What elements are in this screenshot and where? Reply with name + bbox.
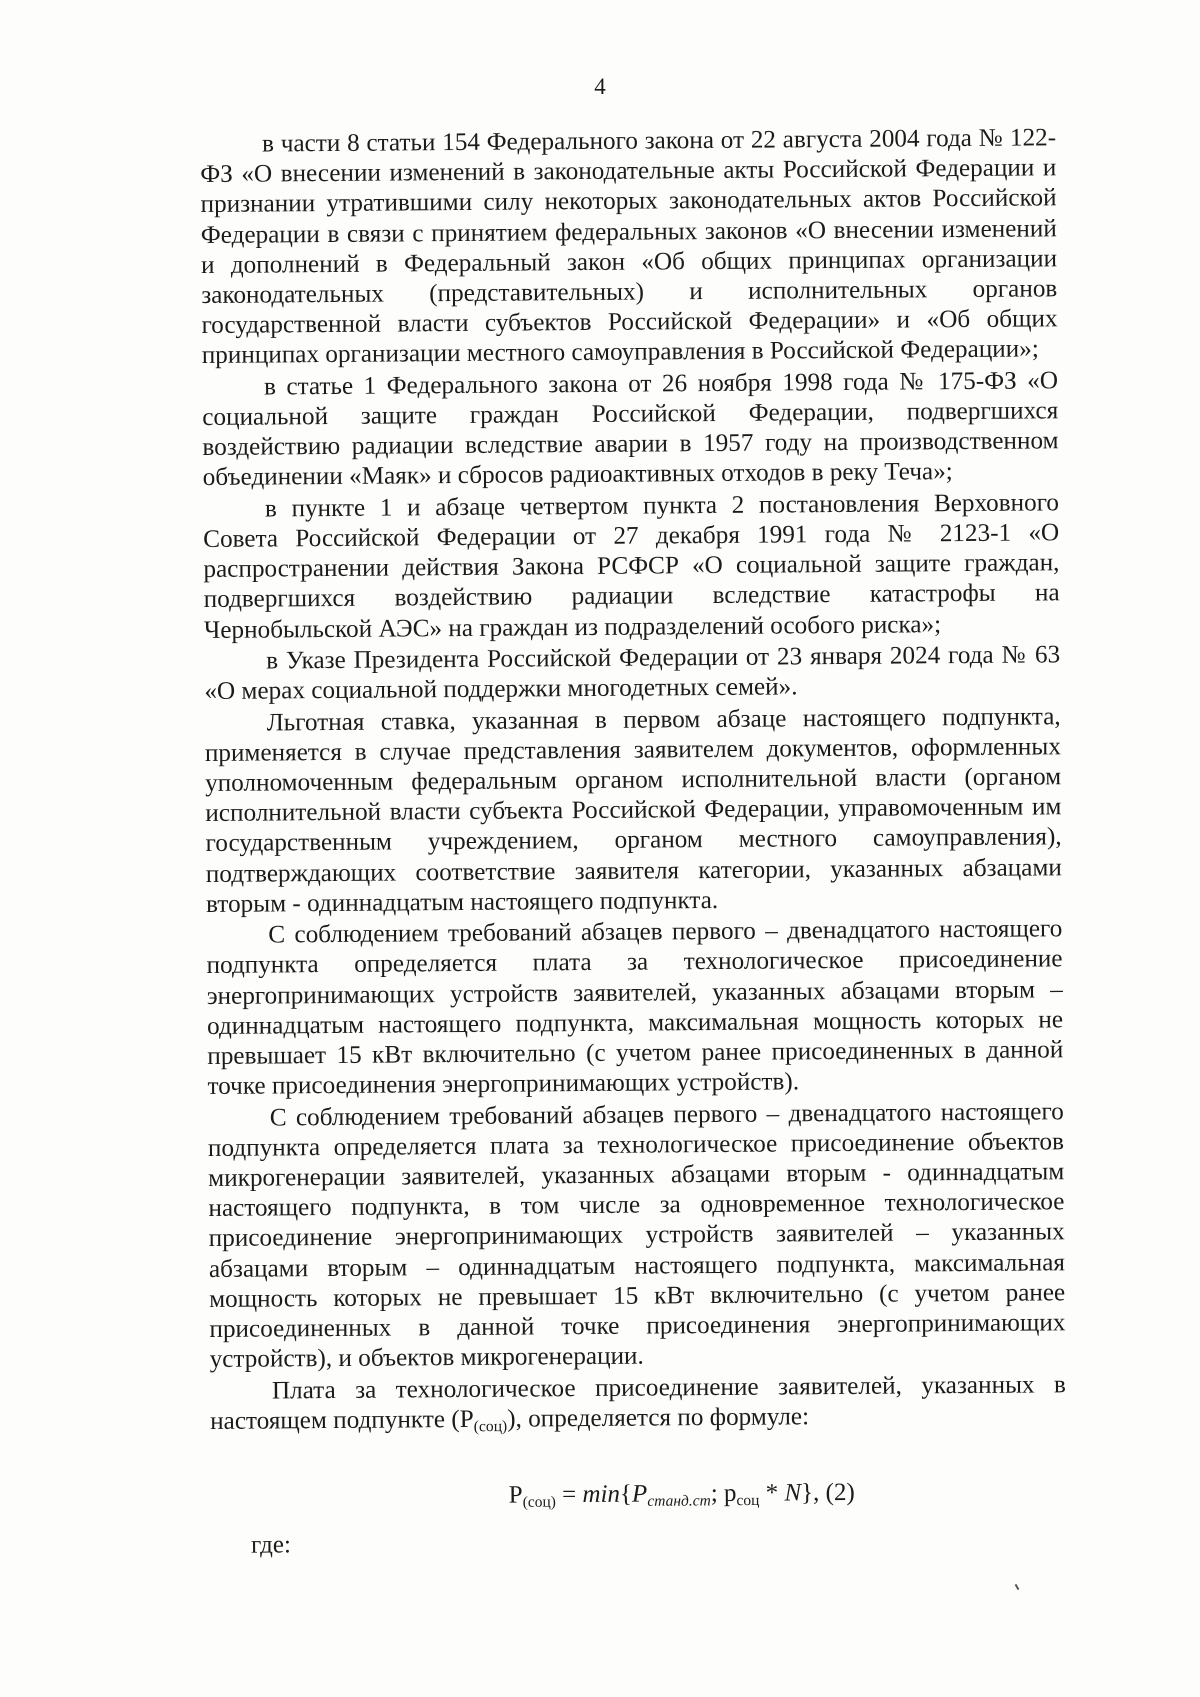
fee-paragraph <box>210 1370 1066 1437</box>
formula-sep: ; <box>710 1479 725 1508</box>
formula-eq: = <box>555 1481 583 1509</box>
scan-speck <box>1015 1584 1020 1590</box>
paragraph: С соблюдением требований абзацев первого – двенадцатого настоящего подпункта определяется плата за технологическое присоединение энергопринимающих устройств заявителей, указанных абзацами вторым – одиннадцатым настоящего подпункта, максимальная мощность которых не превышает 15 кВт включительно (с учетом ранее присоединенных в данной точке присоединения энергопринимающих устройств). <box>206 915 1064 1101</box>
formula-open: { <box>619 1480 633 1508</box>
formula-close: } <box>800 1479 814 1507</box>
formula-number: , (2) <box>812 1478 855 1507</box>
formula-lhs: P <box>508 1481 523 1509</box>
formula-op: * <box>759 1479 785 1507</box>
page-number: 4 <box>594 74 606 99</box>
formula <box>211 1476 1067 1513</box>
paragraph: в Указе Президента Российской Федерации от 23 января 2024 года № 63 «О мерах социальной поддержки многодетных семей». <box>204 641 1061 706</box>
formula-lhs-sub: (соц) <box>522 1493 556 1511</box>
paragraph: в статье 1 Федерального закона от 26 ноября 1998 года № 175-ФЗ «О социальной защите граждан Российской Федерации, подвергшихся воздействию радиации вследствие аварии в 1957 году на производственном объединении «Маяк» и сбросов радиоактивных отходов в реку Теча»; <box>202 367 1059 492</box>
formula-a: P <box>631 1480 648 1508</box>
document-body <box>200 123 1067 1561</box>
formula-b: p <box>723 1479 737 1507</box>
formula-a-sub: станд.ст <box>647 1492 711 1510</box>
fee-text-end: ), определяется по формуле: <box>507 1403 810 1433</box>
fee-text-start: Плата за технологическое присоединение заявителей, указанных в настоящем подпункте (P <box>210 1370 1066 1435</box>
where-label: где: <box>251 1531 292 1559</box>
formula-fn: min <box>582 1480 621 1509</box>
paragraph: в части 8 статьи 154 Федерального закона от 22 августа 2004 года № 122-ФЗ «О внесении изменений в законодательные акты Российской Федерации и признании утратившими силу некоторых законодательных актов Российской Федерации в связи с принятием федеральных законов «О внесении изменений и дополнений в Федеральный закон «Об общих принципах организации законодательных (представительных) и исполнительных органов государственной власти субъектов Российской Федерации» и «Об общих принципах организации местного самоуправления в Российской Федерации»; <box>200 124 1058 370</box>
paragraph: Льготная ставка, указанная в первом абзаце настоящего подпункта, применяется в случае представления заявителем документов, оформленных уполномоченным федеральным органом исполнительной власти (органом исполнительной власти субъекта Российской Федерации, управомоченным им государственным учреждением, органом местного самоуправления), подтверждающих соответствие заявителя категории, указанных абзацами вторым - одиннадцатым настоящего подпункта. <box>204 702 1062 918</box>
fee-subscript: (соц) <box>473 1417 508 1436</box>
paragraph: С соблюдением требований абзацев первого – двенадцатого настоящего подпункта определяется плата за технологическое присоединение объектов микрогенерации заявителей, указанных абзацами вторым - одиннадцатым настоящего подпункта, в том числе за одновременное технологическое присоединение энергопринимающих устройств заявителей – указанных абзацами вторым – одиннадцатым настоящего подпункта, максимальная мощность которых не превышает 15 кВт включительно (с учетом ранее присоединенных в данной точке присоединения энергопринимающих устройств), и объектов микрогенерации. <box>207 1097 1066 1374</box>
formula-n: N <box>784 1479 802 1507</box>
formula-b-sub: соц <box>736 1492 760 1510</box>
paragraph: в пункте 1 и абзаце четвертом пункта 2 постановления Верховного Совета Российской Федерации от 27 декабря 1991 года № 2123-1 «О распространении действия Закона РСФСР «О социальной защите граждан, подвергшихся воздействию радиации вследствие катастрофы на Чернобыльской АЭС» на граждан из подразделений особого риска»; <box>203 489 1060 644</box>
